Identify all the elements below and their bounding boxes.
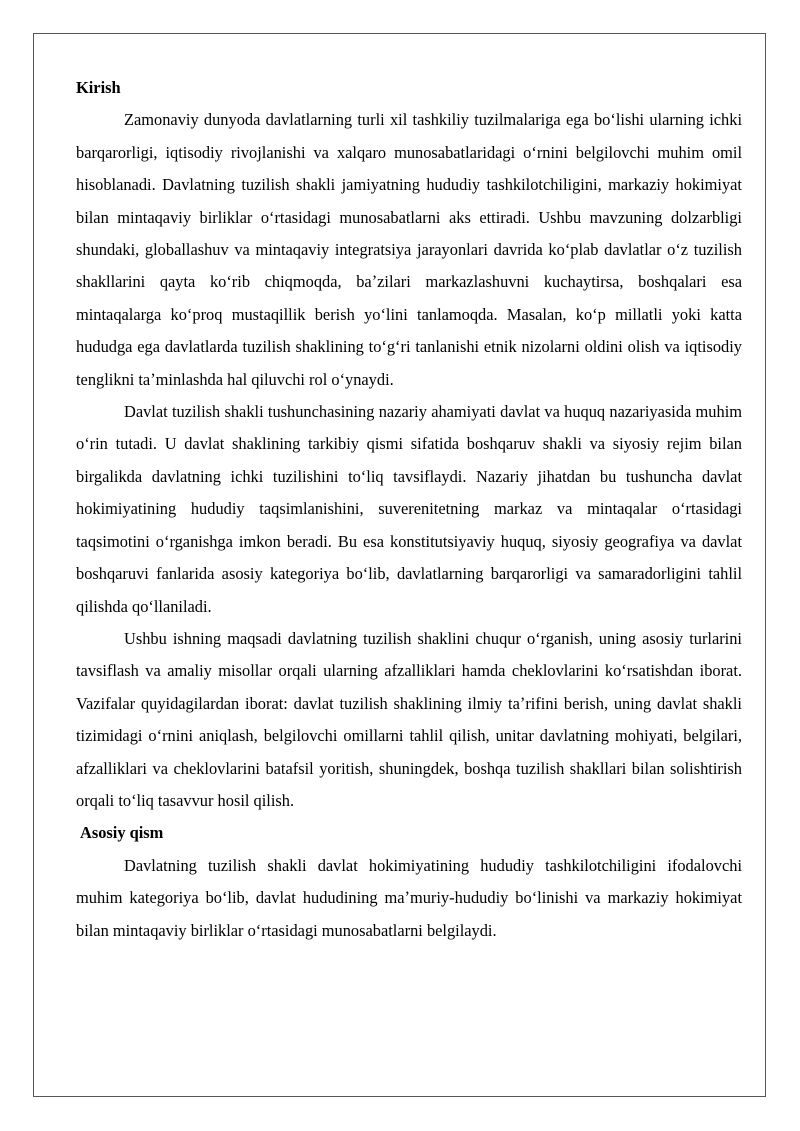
section-heading-intro: Kirish <box>76 78 121 97</box>
section-heading-main: Asosiy qism <box>80 823 164 843</box>
paragraph-main-1: Davlatning tuzilish shakli davlat hokimiyatining hududiy tashkilotchiligini ifodalovchi muhim kategoriya boʻlib, davlat hududining maʼmuriy-hududiy boʻlinishi va markaziy hokimiyat bilan mintaqaviy birliklar oʻrtasidagi munosabatlarni belgilaydi. <box>76 855 742 940</box>
document-body <box>76 72 742 947</box>
paragraph-intro-2: Davlat tuzilish shakli tushunchasining nazariy ahamiyati davlat va huquq nazariyasida muhim oʻrin tutadi. U davlat shaklining tarkibiy qismi sifatida boshqaruv shakli va siyosiy rejim bilan birgalikda davlatning ichki tuzilishini toʻliq tavsiflaydi. Nazariy jihatdan bu tushuncha davlat hokimiyatining hududiy taqsimlanishini, suverenitetning markaz va mintaqalar oʻrtasidagi taqsimotini oʻrganishga imkon beradi. Bu esa konstitutsiyaviy huquq, siyosiy geografiya va davlat boshqaruvi fanlarida asosiy kategoriya boʻlib, davlatlarning barqarorligi va samaradorligini tahlil qilishda qoʻllaniladi. <box>76 402 742 616</box>
paragraph-intro-3: Ushbu ishning maqsadi davlatning tuzilish shaklini chuqur oʻrganish, uning asosiy turlarini tavsiflash va amaliy misollar orqali ularning afzalliklari hamda cheklovlarini koʻrsatishdan iborat. Vazifalar quyidagilardan iborat: davlat tuzilish shaklining ilmiy taʼrifini berish, uning davlat shakli tizimidagi oʻrnini aniqlash, belgilovchi omillarni tahlil qilish, unitar davlatning mohiyati, belgilari, afzalliklari va cheklovlarini batafsil yoritish, shuningdek, boshqa tuzilish shakllari bilan solishtirish orqali toʻliq tasavvur hosil qilish. <box>76 628 742 810</box>
paragraph-intro-1: Zamonaviy dunyoda davlatlarning turli xil tashkiliy tuzilmalariga ega boʻlishi ularning ichki barqarorligi, iqtisodiy rivojlanishi va xalqaro munosabatlaridagi oʻrnini belgilovchi muhim omil hisoblanadi. Davlatning tuzilish shakli jamiyatning hududiy tashkilotchiligini, markaziy hokimiyat bilan mintaqaviy birliklar oʻrtasidagi munosabatlarni aks ettiradi. Ushbu mavzuning dolzarbligi shundaki, globallashuv va mintaqaviy integratsiya jarayonlari davrida koʻplab davlatlar oʻz tuzilish shakllarini qayta koʻrib chiqmoqda, baʼzilari markazlashuvni kuchaytirsa, boshqalari esa mintaqalarga koʻproq mustaqillik berish yoʻlini tanlamoqda. Masalan, koʻp millatli yoki katta hududga ega davlatlarda tuzilish shaklining toʻgʻri tanlanishi etnik nizolarni oldini olish va iqtisodiy tenglikni taʼminlashda hal qiluvchi rol oʻynaydi. <box>76 110 742 389</box>
